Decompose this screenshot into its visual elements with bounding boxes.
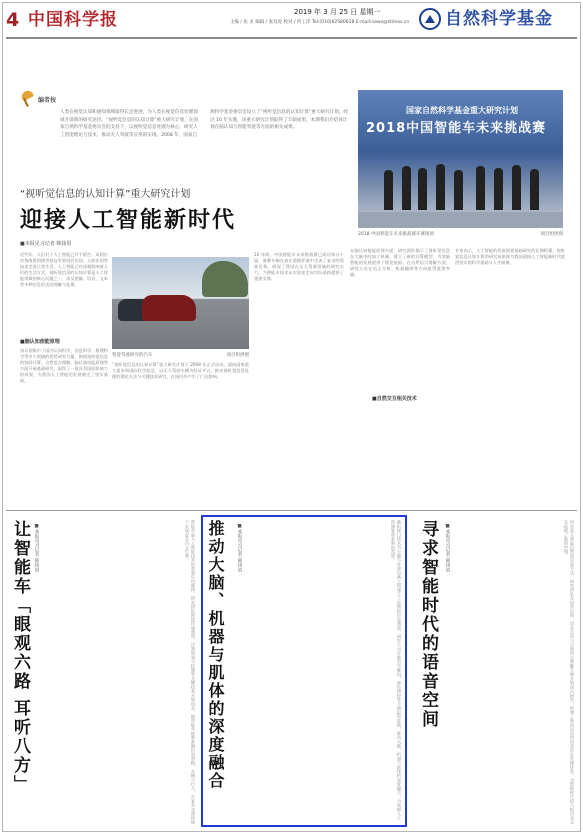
article-subhead: ■脑认知使能原理 <box>20 339 60 345</box>
article-subhead: ■自然交互相关技术 <box>372 396 417 402</box>
right-article-headline: 寻求智能时代的语音空间 <box>418 520 438 729</box>
article-text-block: “视听觉信息的认知计算”重大研究计划于 2008 年正式启动，面向国家重大需求和国际科学前沿，以无人驾驶车辆为验证平台，推动视听觉信息处理的理论方法与关键技术研究，在国内外产生了广泛影响。 <box>112 362 249 379</box>
editor-note-text: 人类在视觉认知和感知领域取得长足进展，为人类在视觉信息处理领域开辟新的研究途径。“视听觉信息的认知计算”重大研究计划，在国家自然科学基金委员会的支持下，以视听觉信息处理为核心，研究人工智能理论与技术，推动无人驾驶等应用的实现。2008 年，国家自然科学基金委员会设立了“视听觉信息的认知计算”重大研究计划。经过 10 年实施，该重大研究计划取得了丰硕成果，本期我们介绍该计划在脑认知与智能驾驶等方面的相关成果。 <box>60 110 348 138</box>
photo-credit: 项目组供图 <box>226 353 249 358</box>
masthead <box>6 6 577 36</box>
challenge-photo <box>358 90 563 228</box>
center-article-byline: ■本报见习记者 韩扬眉 <box>237 524 242 572</box>
car-photo <box>112 257 249 349</box>
center-article-text: 脑机接口技术为大脑与外部设备之间建立了直接的信息通道。研究人员在脑信号解码、神经调控等方面取得进展，推动大脑、机器与肌体的深度融合，为残障人士的康复带来新的希望。 <box>391 520 402 820</box>
article-supertitle: “视听觉信息的认知计算”重大研究计划 <box>20 189 191 200</box>
editor-note-title: 编者按 <box>38 97 57 104</box>
article-text-block: 10 年间，中国智能车未来挑战赛已成功举办十届，参赛车辆在真实道路环境中完成了复杂的驾驶任务，展现了我国在无人驾驶领域的研究实力，为智能车技术从实验室走向实际道路提供了重要支撑。 <box>254 252 344 281</box>
article-byline: ■本报见习记者 韩扬眉 <box>20 241 72 247</box>
section-divider <box>6 510 577 511</box>
center-article-headline: 推动大脑、机器与肌体的深度融合 <box>206 520 225 790</box>
challenge-photo-caption <box>358 231 563 237</box>
masthead-rule <box>6 37 577 39</box>
photo-people <box>378 158 553 210</box>
left-article-text: 智能车是人工智能技术的重要应用载体。研究团队围绕环境感知、决策规划与控制等关键技术开展攻关，使智能车能够准确识别道路、车辆与行人，在复杂交通环境下实现安全自主行驶。 <box>185 520 196 824</box>
article-text-block: 近些年，人们对于人工智能已并不陌生。从阿尔法狗战胜围棋世界冠军到语音识别、人脸识别等技术走进日常生活，人工智能已经深刻影响着人们的生活方式。视听觉信息的认知计算是人工智能领域的核心问题之一，涉及图像、语音、文本等多种信息形式的理解与处理。 <box>20 252 108 287</box>
editor-note <box>20 91 350 175</box>
left-article-headline: 让智能车「眼观六路 耳听八方」 <box>10 520 30 794</box>
caption-text: 智能驾驶研究的汽车 <box>112 353 153 358</box>
right-article-text: 语音是人类最自然的交流方式。研究团队在语音识别、语音合成与自然语言理解方面开展深入研究，构建了面向汉语的语音信息处理体系，为智能时代的人机语音交互拓展了新的空间。 <box>564 520 575 824</box>
photo-credit: 项目组供图 <box>540 232 563 237</box>
article-text-block: 专家表示，人工智能的发展需要基础研究的长期积累，视听觉信息认知计算的研究成果将为我国迎接人工智能新时代提供坚实的科学基础与人才储备。 <box>455 248 565 265</box>
pushpin-icon <box>20 91 34 107</box>
issue-date: 2019 年 3 月 25 日 星期一 <box>294 8 381 16</box>
left-article-byline: ■本报见习记者 韩扬眉 <box>34 524 39 572</box>
nsfc-logo-icon <box>419 8 441 30</box>
photo-banner-line-2: 2018中国智能车未来挑战赛 <box>366 121 547 136</box>
paper-name: 中国科学报 <box>28 10 118 30</box>
photo-banner-line-1: 国家自然科学基金重大研究计划 <box>406 106 518 115</box>
right-article-byline: ■本报见习记者 韩扬眉 <box>445 524 450 572</box>
editors-line: 主编 / 张 贞 编辑 / 张双虎 校对 / 何工洋 Tel:(010)62580618 E-mail:news@stimes.cn <box>230 20 410 25</box>
page-number: 4 <box>6 9 20 31</box>
article-headline: 迎接人工智能新时代 <box>20 207 237 233</box>
section-name: 自然科学基金 <box>445 9 553 29</box>
article-text-block: 在脑认知使能原理方面，研究团队揭示了视听觉信息在大脑中的加工机制，建立了新的计算模型，为类脑智能的发展提供了理论依据。在自然语言理解方面，研究人员在语义分析、机器翻译等方向取得重要突破。 <box>350 248 450 277</box>
article-text-block: 该计划集中了国内认知科学、信息科学、数理科学等多个领域的优势研究力量，围绕视听觉信息的协同计算、自然语言理解、脑认知功能原理等方面开展基础研究，取得了一批具有国际影响力的成果，为我国人工智能的发展奠定了坚实基础。 <box>20 348 108 383</box>
car-photo-caption <box>112 352 249 358</box>
caption-text: 2018 中国智能车未来挑战赛开赛现场 <box>358 232 434 237</box>
